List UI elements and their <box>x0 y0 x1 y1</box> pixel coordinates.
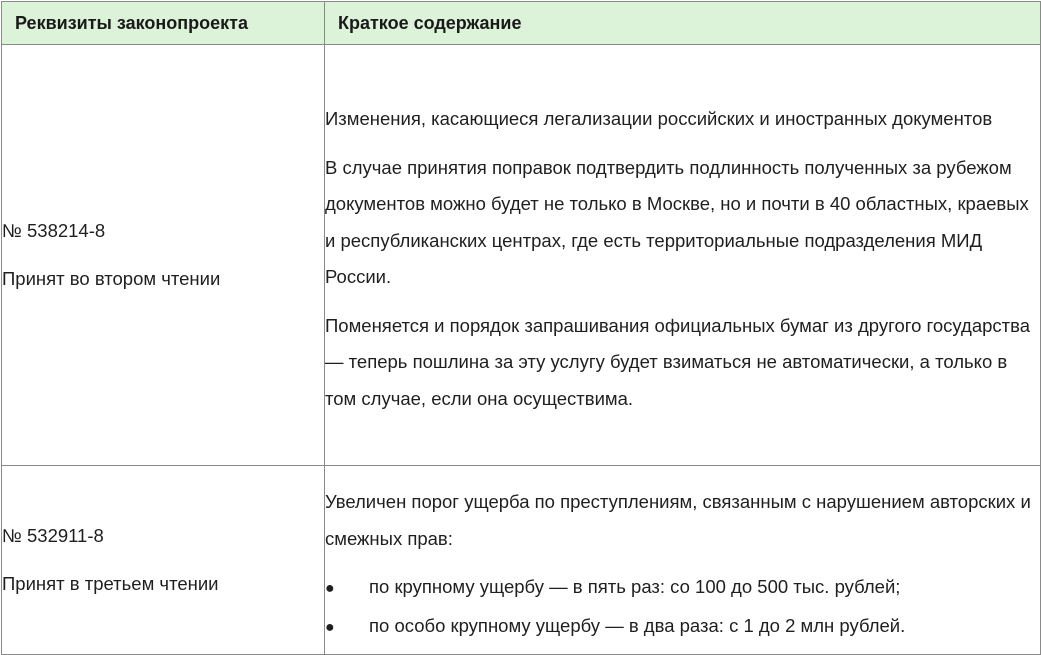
bill-details-cell <box>2 45 325 466</box>
bullet-icon: ● <box>325 580 335 597</box>
list-item <box>325 569 1040 608</box>
bill-summary-cell <box>325 45 1041 466</box>
list-item <box>325 608 1040 647</box>
bill-status: Принят во втором чтении <box>2 268 221 289</box>
table-header-row <box>2 2 1041 45</box>
header-summary: Краткое содержание <box>325 2 1041 45</box>
header-bill-details: Реквизиты законопроекта <box>2 2 325 45</box>
bills-table <box>1 1 1041 655</box>
bullet-icon: ● <box>325 618 335 636</box>
summary-paragraph: Изменения, касающиеся легализации российских и иностранных документов <box>325 108 993 129</box>
bill-summary-cell <box>325 466 1041 655</box>
summary-paragraph: Поменяется и порядок запрашивания официальных бумаг из другого государства — теперь пошлина за эту услугу будет взиматься не автоматически, а только в том случае, если она осуществима. <box>325 314 1031 409</box>
summary-paragraph: В случае принятия поправок подтвердить подлинность полученных за рубежом документов можно будет не только в Москве, но и почти в 40 областных, краевых и республиканских центрах, где есть территориальные подразделения МИД России. <box>325 156 1029 287</box>
bill-number: № 538214-8 <box>2 220 106 241</box>
bill-status: Принят в третьем чтении <box>2 573 219 594</box>
table-row <box>2 466 1041 655</box>
table-row <box>2 45 1041 466</box>
list-item-text: по крупному ущербу — в пять раз: со 100 до 500 тыс. рублей; <box>369 576 901 597</box>
list-item-text: по особо крупному ущербу — в два раза: с 1 до 2 млн рублей. <box>369 614 906 636</box>
bill-details-cell <box>2 466 325 655</box>
summary-paragraph: Увеличен порог ущерба по преступлениям, связанным с нарушением авторских и смежных прав: <box>325 491 1031 549</box>
bill-number: № 532911-8 <box>2 525 104 546</box>
bullet-list <box>325 569 1040 646</box>
